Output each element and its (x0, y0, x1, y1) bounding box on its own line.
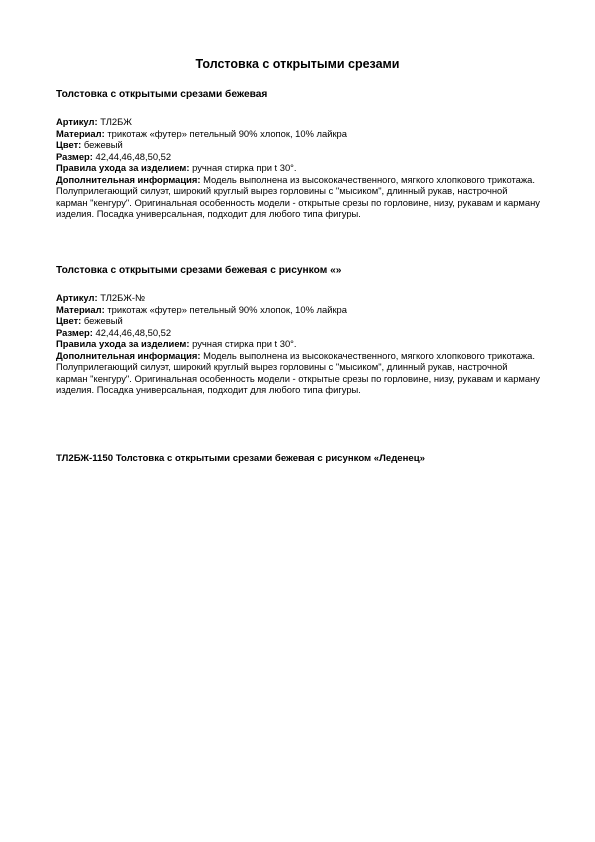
size-label: Размер: (56, 150, 93, 162)
care-label: Правила ухода за изделием: (56, 162, 190, 173)
material-value: трикотаж «футер» петельный 90% хлопок, 10% лайкра (104, 127, 347, 139)
article-label: Артикул: (56, 116, 98, 127)
info-row (56, 174, 540, 220)
material-row (56, 304, 540, 316)
size-row (56, 151, 540, 163)
article-value: ТЛ2БЖ (97, 116, 132, 127)
product-section (56, 88, 540, 220)
article-row (56, 292, 540, 304)
size-row (56, 327, 540, 339)
color-row (56, 315, 540, 327)
product-section (56, 264, 540, 396)
color-value: бежевый (81, 315, 123, 326)
product-details (56, 292, 540, 396)
color-value: бежевый (81, 139, 123, 150)
care-label: Правила ухода за изделием: (56, 338, 190, 349)
article-value: ТЛ2БЖ-№ (97, 292, 146, 303)
info-row (56, 350, 540, 396)
material-value: трикотаж «футер» петельный 90% хлопок, 10% лайкра (104, 303, 347, 315)
size-value: 42,44,46,48,50,52 (92, 150, 172, 162)
product-details (56, 116, 540, 220)
product-title: Толстовка с открытыми срезами бежевая (56, 89, 268, 100)
material-label: Материал: (56, 303, 105, 315)
product-title: Толстовка с открытыми срезами бежевая с рисунком «» (56, 265, 342, 276)
variant-title: ТЛ2БЖ-1150 Толстовка с открытыми срезами бежевая с рисунком «Леденец» (56, 453, 426, 464)
color-row (56, 139, 540, 151)
info-value: Модель выполнена из высококачественного, мягкого хлопкового трикотажа. Полуприлегающий силуэт, широкий круглый вырез горловины с "мысиком", длинный рукав, настрочной карман "кенгуру". Оригинальная особенность модели - открытые срезы по горловине, низу, рукавам и карману изделия. Посадка универсальная, подходит для любого типа фигуры. (56, 349, 540, 395)
info-label: Дополнительная информация: (56, 173, 201, 185)
info-label: Дополнительная информация: (56, 349, 201, 361)
size-label: Размер: (56, 326, 93, 338)
care-row (56, 338, 540, 350)
size-value: 42,44,46,48,50,52 (92, 326, 172, 338)
material-row (56, 128, 540, 140)
article-label: Артикул: (56, 292, 98, 303)
care-value: ручная стирка при t 30°. (189, 162, 297, 173)
care-value: ручная стирка при t 30°. (189, 338, 297, 349)
color-label: Цвет: (56, 315, 82, 326)
material-label: Материал: (56, 127, 105, 139)
color-label: Цвет: (56, 139, 82, 150)
care-row (56, 162, 540, 174)
article-row (56, 116, 540, 128)
info-value: Модель выполнена из высококачественного, мягкого хлопкового трикотажа. Полуприлегающий силуэт, широкий круглый вырез горловины с "мысиком", длинный рукав, настрочной карман "кенгуру". Оригинальная особенность модели - открытые срезы по горловине, низу, рукавам и карману изделия. Посадка универсальная, подходит для любого типа фигуры. (56, 173, 540, 219)
page-title: Толстовка с открытыми срезами (195, 57, 400, 71)
